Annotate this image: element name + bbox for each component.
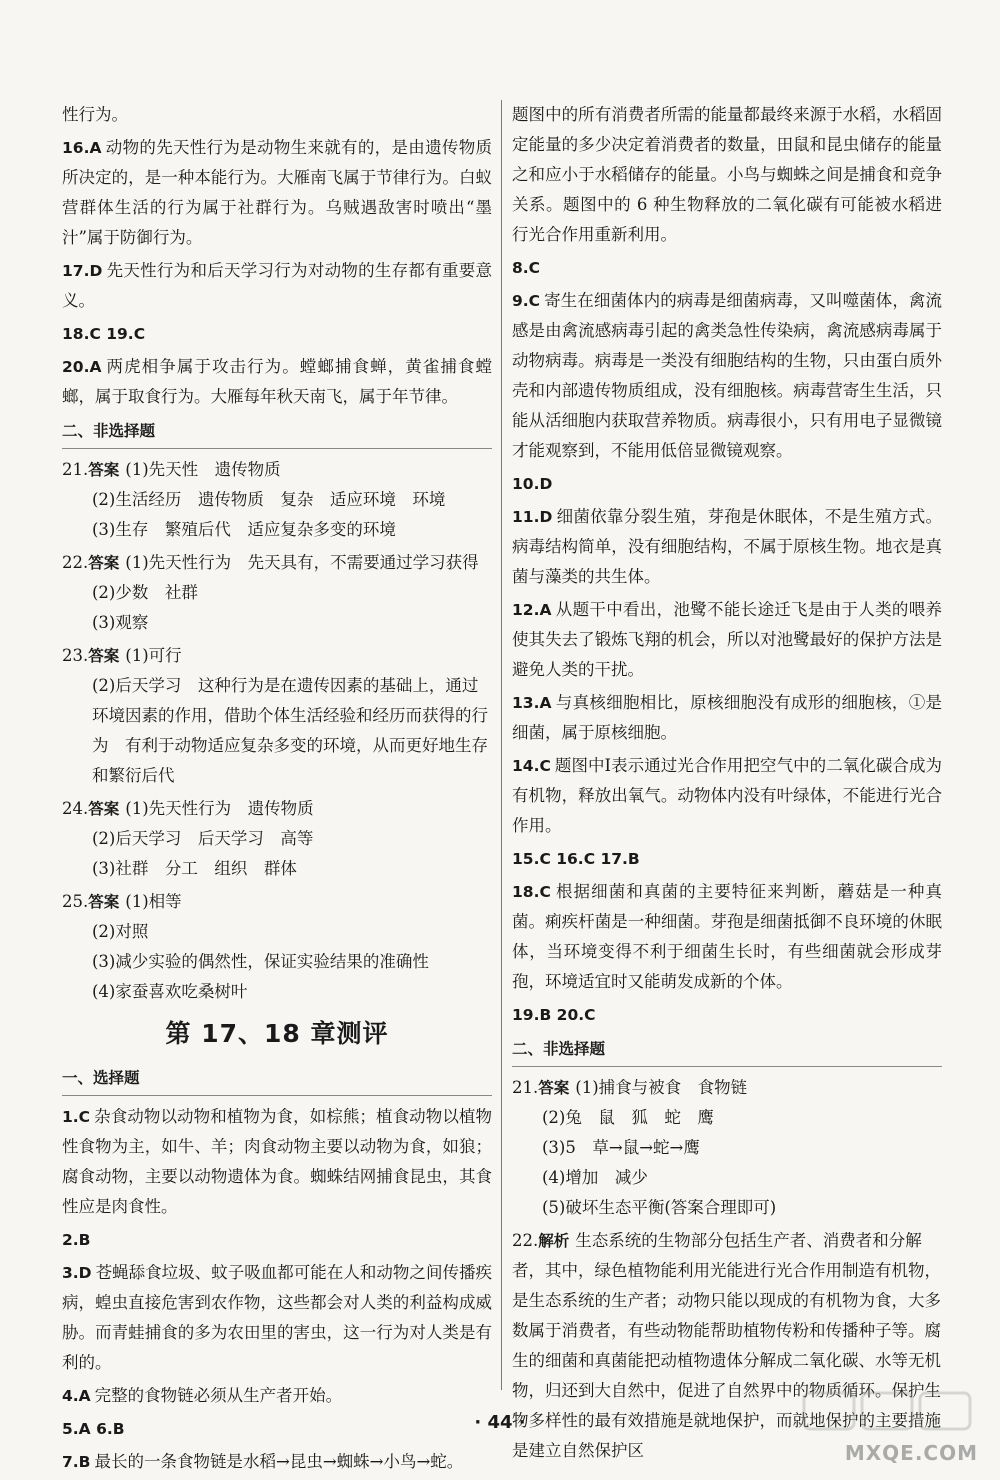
answer-text: (2)后天学习 后天学习 高等 (92, 829, 314, 848)
answer-line (62, 917, 492, 947)
answer-line (512, 1193, 942, 1223)
item-explanation: 完整的食物链必须从生产者开始。 (94, 1386, 343, 1405)
item-number: 9.C (512, 292, 541, 310)
chapter-title: 第 17、18 章测评 (165, 1019, 389, 1048)
left-column (62, 100, 492, 1480)
item-number: 8.C (512, 259, 541, 277)
answer-text: (3)生存 繁殖后代 适应复杂多变的环境 (92, 520, 396, 539)
item-number: 19.B 20.C (512, 1006, 596, 1024)
answer-item (512, 844, 942, 874)
item-explanation: 动物的先天性行为是动物生来就有的，是由遗传物质所决定的，是一种本能行为。大雁南飞属于节律行为。白蚁营群体生活的行为属于社群行为。乌贼遇敌害时喷出“墨汁”属于防御行为。 (62, 138, 492, 247)
answer-item (512, 469, 942, 499)
answer-item (512, 688, 942, 748)
answer-line (62, 977, 492, 1007)
answer-item (512, 751, 942, 841)
item-number: 12.A (512, 601, 552, 619)
item-number: 22. (62, 553, 89, 572)
answer-item (62, 1225, 492, 1255)
item-number: 20.A (62, 358, 102, 376)
answer-line (512, 1103, 942, 1133)
item-number: 13.A (512, 694, 552, 712)
answer-item (62, 133, 492, 253)
answer-block (512, 1073, 942, 1223)
item-number: 17.D (62, 262, 103, 280)
answer-line (512, 1163, 942, 1193)
answer-line (62, 578, 492, 608)
answer-line (62, 794, 492, 824)
answer-text: (3)5 草→鼠→蛇→鹰 (542, 1138, 700, 1157)
continued-text: 性行为。 (62, 105, 128, 124)
answer-text: (3)社群 分工 组织 群体 (92, 859, 297, 878)
answer-text: (4)家蚕喜欢吃桑树叶 (92, 982, 248, 1001)
item-explanation: 两虎相争属于攻击行为。螳螂捕食蝉，黄雀捕食螳螂，属于取食行为。大雁每年秋天南飞，属于年节律。 (62, 357, 492, 406)
item-number: 16.A (62, 139, 102, 157)
answer-block (62, 641, 492, 791)
item-explanation: 先天性行为和后天学习行为对动物的生存都有重要意义。 (62, 261, 492, 310)
item-number: 21. (512, 1078, 539, 1097)
answer-item (512, 595, 942, 685)
section-heading: 二、非选择题 (62, 416, 492, 449)
answer-text: (1)捕食与被食 食物链 (575, 1078, 748, 1097)
answer-line (62, 824, 492, 854)
answer-line (62, 608, 492, 638)
answer-label: 答案 (88, 647, 120, 665)
item-number: 3.D (62, 1264, 92, 1282)
item-number: 22. (512, 1231, 539, 1250)
answer-item (512, 877, 942, 997)
answer-text: (3)观察 (92, 613, 149, 632)
answer-line (62, 515, 492, 545)
answer-label: 答案 (88, 461, 120, 479)
item-explanation: 根据细菌和真菌的主要特征来判断，蘑菇是一种真菌。痢疾杆菌是一种细菌。芽孢是细菌抵御不良环境的休眠体，当环境变得不利于细菌生长时，有些细菌就会形成芽孢，环境适宜时又能萌发成新的个体。 (512, 882, 942, 991)
answer-item (512, 253, 942, 283)
right-column (512, 100, 942, 1469)
item-number: 24. (62, 799, 89, 818)
answer-line (62, 671, 492, 791)
page-number: · 44 · (474, 1412, 526, 1433)
item-number: 18.C (512, 883, 551, 901)
answer-text: (2)对照 (92, 922, 149, 941)
answer-label: 解析 (538, 1232, 570, 1250)
answer-text: (2)兔 鼠 狐 蛇 鹰 (542, 1108, 714, 1127)
column-divider (501, 100, 502, 1390)
item-explanation: 题图中Ⅰ表示通过光合作用把空气中的二氧化碳合成为有机物，释放出氧气。动物体内没有叶绿体，不能进行光合作用。 (512, 756, 942, 835)
item-explanation: 杂食动物以动物和植物为食，如棕熊；植食动物以植物性食物为主，如牛、羊；肉食动物主要以动物为食，如狼；腐食动物，主要以动物遗体为食。蜘蛛结网捕食昆虫，其食性应是肉食性。 (62, 1107, 492, 1216)
answer-text: (4)增加 减少 (542, 1168, 648, 1187)
answer-block (62, 794, 492, 884)
answer-block (62, 548, 492, 638)
answer-text: (1)可行 (125, 646, 182, 665)
answer-text: (1)先天性 遗传物质 (125, 460, 281, 479)
answer-text: (2)少数 社群 (92, 583, 198, 602)
item-number: 10.D (512, 475, 553, 493)
item-number: 4.A (62, 1387, 91, 1405)
item-number: 21. (62, 460, 89, 479)
answer-line (512, 1073, 942, 1103)
item-explanation: 与真核细胞相比，原核细胞没有成形的细胞核，①是细菌，属于原核细胞。 (512, 693, 942, 742)
answer-line (62, 455, 492, 485)
continued-text: 题图中的所有消费者所需的能量都最终来源于水稻，水稻固定能量的多少决定着消费者的数量，田鼠和昆虫储存的能量之和应小于水稻储存的能量。小鸟与蜘蛛之间是捕食和竞争关系。题图中的 6 种生物释放的二氧化碳有可能被水稻进行光合作用重新利用。 (512, 105, 942, 244)
answer-item (62, 352, 492, 412)
answer-text: (2)生活经历 遗传物质 复杂 适应环境 环境 (92, 490, 446, 509)
answer-item (62, 1102, 492, 1222)
answer-item (512, 286, 942, 466)
item-number: 14.C (512, 757, 551, 775)
section-heading: 二、非选择题 (512, 1034, 942, 1067)
answer-item (62, 1381, 492, 1411)
answer-text: (1)先天性行为 先天具有，不需要通过学习获得 (125, 553, 479, 572)
answer-label: 答案 (88, 554, 120, 572)
answer-line (62, 947, 492, 977)
item-number: 5.A 6.B (62, 1420, 125, 1438)
watermark-text: MXQE.COM (844, 1441, 978, 1465)
item-number: 25. (62, 892, 89, 911)
answer-item (512, 502, 942, 592)
answer-item (62, 256, 492, 316)
answer-text: (3)减少实验的偶然性，保证实验结果的准确性 (92, 952, 429, 971)
answer-line (512, 1133, 942, 1163)
item-number: 15.C 16.C 17.B (512, 850, 640, 868)
item-number: 7.B (62, 1453, 91, 1471)
answer-label: 答案 (88, 800, 120, 818)
item-number: 1.C (62, 1108, 91, 1126)
answer-line (62, 854, 492, 884)
answer-block (62, 887, 492, 1007)
item-number: 2.B (62, 1231, 91, 1249)
answer-item (62, 1447, 492, 1477)
item-explanation: 苍蝇舔食垃圾、蚊子吸血都可能在人和动物之间传播疾病，蝗虫直接危害到农作物，这些都会对人类的利益构成威胁。而青蛙捕食的多为农田里的害虫，这一行为对人类是有利的。 (62, 1263, 492, 1372)
answer-line (62, 887, 492, 917)
answer-line (62, 485, 492, 515)
answer-item (62, 1258, 492, 1378)
answer-text: (1)先天性行为 遗传物质 (125, 799, 314, 818)
item-explanation: 从题干中看出，池鹭不能长途迁飞是由于人类的喂养使其失去了锻炼飞翔的机会，所以对池鹭最好的保护方法是避免人类的干扰。 (512, 600, 942, 679)
item-explanation: 寄生在细菌体内的病毒是细菌病毒，又叫噬菌体，禽流感是由禽流感病毒引起的禽类急性传染病，禽流感病毒属于动物病毒。病毒是一类没有细胞结构的生物，只由蛋白质外壳和内部遗传物质组成，没有细胞核。病毒营寄生生活，只能从活细胞内获取营养物质。病毒很小，只有用电子显微镜才能观察到，不能用低倍显微镜观察。 (512, 291, 942, 460)
answer-line (62, 641, 492, 671)
item-number: 18.C 19.C (62, 325, 146, 343)
item-explanation: 细菌依靠分裂生殖，芽孢是休眠体，不是生殖方式。病毒结构简单，没有细胞结构，不属于原核生物。地衣是真菌与藻类的共生体。 (512, 507, 942, 586)
answer-line (62, 548, 492, 578)
item-number: 11.D (512, 508, 553, 526)
item-number: 23. (62, 646, 89, 665)
answer-text: 生态系统的生物部分包括生产者、消费者和分解者，其中，绿色植物能利用光能进行光合作用制造有机物，是生态系统的生产者；动物只能以现成的有机物为食，大多数属于消费者，有些动物能帮助植物传粉和传播种子等。腐生的细菌和真菌能把动植物遗体分解成二氧化碳、水等无机物，归还到大自然中，促进了自然界中的物质循环。保护生物多样性的最有效措施是就地保护，而就地保护的主要措施是建立自然保护区 (512, 1231, 941, 1460)
answer-label: 答案 (88, 893, 120, 911)
answer-item (512, 1000, 942, 1030)
answer-text: (2)后天学习 这种行为是在遗传因素的基础上，通过环境因素的作用，借助个体生活经验和经历而获得的行为 有利于动物适应复杂多变的环境，从而更好地生存和繁衍后代 (92, 676, 488, 785)
answer-item (62, 319, 492, 349)
answer-text: (1)相等 (125, 892, 182, 911)
item-explanation: 最长的一条食物链是水稻→昆虫→蜘蛛→小鸟→蛇。 (94, 1452, 464, 1471)
answer-block (62, 455, 492, 545)
section-heading: 一、选择题 (62, 1063, 492, 1096)
answer-label: 答案 (538, 1079, 570, 1097)
answer-text: (5)破坏生态平衡(答案合理即可) (542, 1198, 777, 1217)
